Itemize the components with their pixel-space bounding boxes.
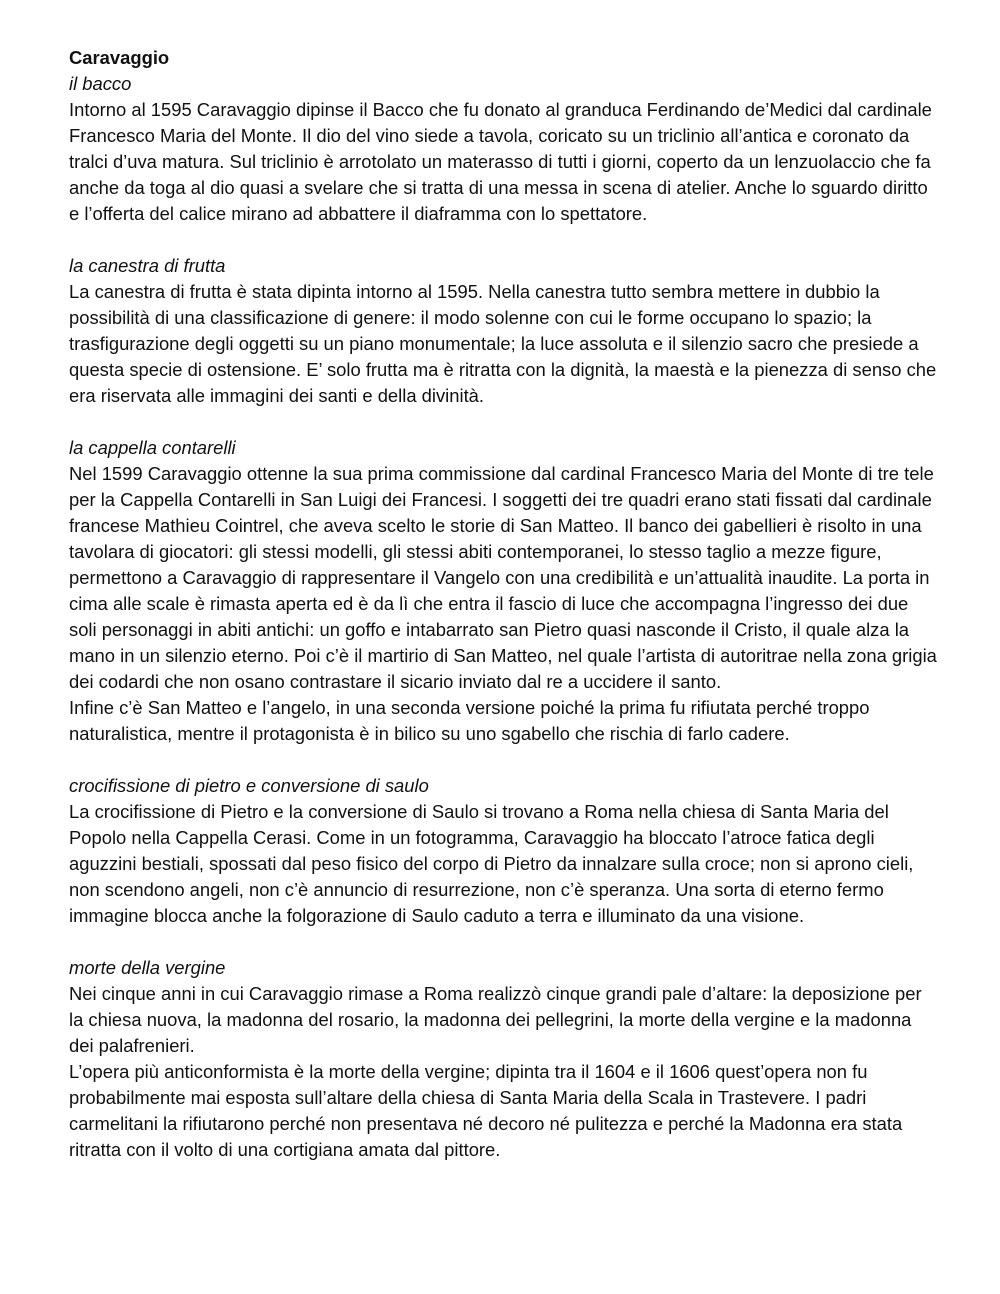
section-heading-crocifissione: crocifissione di pietro e conversione di saulo bbox=[69, 775, 429, 796]
section-heading-contarelli: la cappella contarelli bbox=[69, 437, 236, 458]
section-heading-bacco: il bacco bbox=[69, 73, 132, 94]
paragraph-contarelli-2: Infine c’è San Matteo e l’angelo, in una seconda versione poiché la prima fu rifiutata perché troppo naturalistica, mentre il protagonista è in bilico su uno sgabello che rischia di farlo cadere. bbox=[69, 697, 870, 744]
paragraph-contarelli-1: Nel 1599 Caravaggio ottenne la sua prima commissione dal cardinal Francesco Maria del Monte di tre tele per la Cappella Contarelli in San Luigi dei Francesi. I soggetti dei tre quadri erano stati fissati dal cardinale francese Mathieu Cointrel, che aveva scelto le storie di San Matteo. Il banco dei gabellieri è risolto in una tavolara di giocatori: gli stessi modelli, gli stessi abiti contemporanei, lo stesso taglio a mezze figure, permettono a Caravaggio di rappresentare il Vangelo con una credibilità e un’attualità inaudite. La porta in cima alle scale è rimasta aperta ed è da lì che entra il fascio di luce che accompagna l’ingresso dei due soli personaggi in abiti antichi: un goffo e intabarrato san Pietro quasi nasconde il Cristo, il quale alza la mano in un silenzio eterno. Poi c’è il martirio di San Matteo, nel quale l’artista di autoritrae nella zona grigia dei codardi che non osano contrastare il sicario inviato dal re a uccidere il santo. bbox=[69, 463, 937, 692]
section-spacer bbox=[69, 747, 937, 773]
paragraph-morte-vergine-2: L’opera più anticonformista è la morte della vergine; dipinta tra il 1604 e il 1606 quest’opera non fu probabilmente mai esposta sull’altare della chiesa di Santa Maria della Scala in Trastevere. I padri carmelitani la rifiutarono perché non presentava né decoro né pulitezza e perché la Madonna era stata ritratta con il volto di una cortigiana amata dal pittore. bbox=[69, 1061, 903, 1160]
section-heading-morte-vergine: morte della vergine bbox=[69, 957, 226, 978]
section-spacer bbox=[69, 227, 937, 253]
document-page bbox=[69, 45, 937, 1163]
section-heading-canestra: la canestra di frutta bbox=[69, 255, 226, 276]
paragraph-bacco: Intorno al 1595 Caravaggio dipinse il Bacco che fu donato al granduca Ferdinando de’Medici dal cardinale Francesco Maria del Monte. Il dio del vino siede a tavola, coricato su un triclinio all’antica e coronato da tralci d’uva matura. Sul triclinio è arrotolato un materasso di tutti i giorni, coperto da un lenzuolaccio che fa anche da toga al dio quasi a svelare che si tratta di una messa in scena di atelier. Anche lo sguardo diritto e l’offerta del calice mirano ad abbattere il diaframma con lo spettatore. bbox=[69, 99, 932, 224]
paragraph-morte-vergine-1: Nei cinque anni in cui Caravaggio rimase a Roma realizzò cinque grandi pale d’altare: la deposizione per la chiesa nuova, la madonna del rosario, la madonna dei pellegrini, la morte della vergine e la madonna dei palafrenieri. bbox=[69, 983, 922, 1056]
document-title: Caravaggio bbox=[69, 47, 170, 68]
section-spacer bbox=[69, 409, 937, 435]
paragraph-crocifissione: La crocifissione di Pietro e la conversione di Saulo si trovano a Roma nella chiesa di Santa Maria del Popolo nella Cappella Cerasi. Come in un fotogramma, Caravaggio ha bloccato l’atroce fatica degli aguzzini bestiali, spossati dal peso fisico del corpo di Pietro da innalzare sulla croce; non si aprono cieli, non scendono angeli, non c’è annuncio di resurrezione, non c’è speranza. Una sorta di eterno fermo immagine blocca anche la folgorazione di Saulo caduto a terra e illuminato da una visione. bbox=[69, 801, 914, 926]
paragraph-canestra: La canestra di frutta è stata dipinta intorno al 1595. Nella canestra tutto sembra mettere in dubbio la possibilità di una classificazione di genere: il modo solenne con cui le forme occupano lo spazio; la trasfigurazione degli oggetti su un piano monumentale; la luce assoluta e il silenzio sacro che presiede a questa specie di ostensione. E’ solo frutta ma è ritratta con la dignità, la maestà e la pienezza di senso che era riservata alle immagini dei santi e della divinità. bbox=[69, 281, 937, 406]
section-spacer bbox=[69, 929, 937, 955]
